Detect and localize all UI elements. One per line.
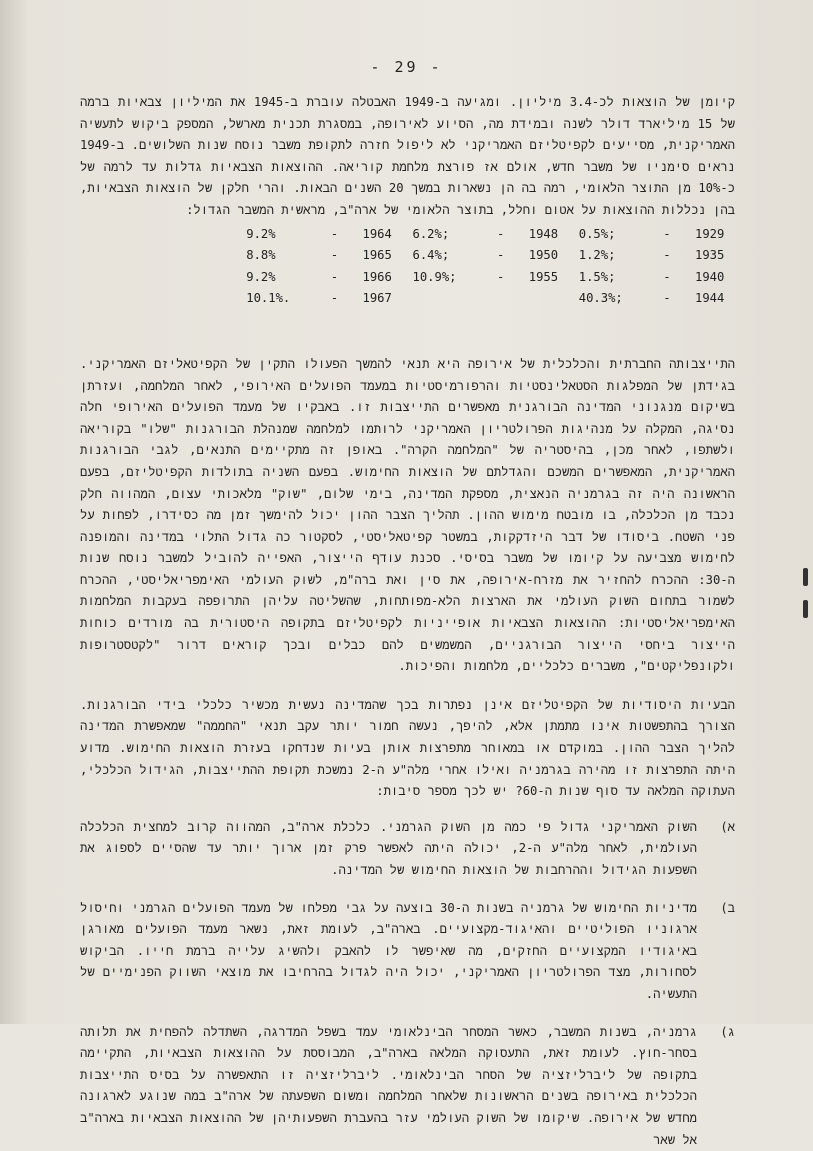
stats-row: 1950 - 6.4%;	[412, 248, 559, 263]
document-body	[80, 92, 735, 1151]
list-marker: ב)	[720, 900, 735, 915]
stats-row: 1967 - 10.1%.	[246, 291, 392, 306]
list-item	[80, 817, 735, 882]
stats-column-1	[579, 224, 735, 310]
binder-hole-mark	[803, 600, 808, 618]
stats-row: 1935 - 1.2%;	[578, 248, 725, 263]
stats-row: 1948 - 6.2%;	[412, 226, 559, 241]
list-marker: א)	[720, 819, 735, 834]
stats-row: 1955 - 10.9%;	[412, 269, 559, 284]
list-item-text: גרמניה, בשנות המשבר, כאשר המסחר הבינלאומי עמד בשפל המדרגה, השתדלה להפחית את תלותה בסחר-חוץ. לעומת זאת, התעסוקה המלאה בארה"ב, המבוססת על ההוצאות הצבאיות, התקיימה בתקופה של ליברליזציה של הסחר הבינלאומי. ליברליזציה זו התאפשרה על בסיס התייצבות הכלכלית באירופה בשנים הראשונות שלאחר המלחמה ומשום השפעתה של ארה"ב במה שנוגע לארגונה מחדש של אירופה. שיקומו של השוק העולמי עזר בהעברת השפעותיהן של ההוצאות הצבאיות בארה"ב אל שאר	[80, 1024, 697, 1147]
page-number: - 29 -	[370, 58, 443, 76]
stats-row: 1964 - 9.2%	[246, 226, 392, 241]
stats-row: 1944 - 40.3%;	[578, 291, 725, 306]
stats-column-3	[246, 224, 402, 310]
stats-column-2	[413, 224, 569, 310]
list-item	[80, 1022, 735, 1151]
stats-row: 1929 - 0.5%;	[578, 226, 725, 241]
list-item	[80, 898, 735, 1006]
stats-row: 1966 - 9.2%	[246, 269, 392, 284]
paragraph-europe-stabilization: התייצבותה החברתית והכלכלית של אירופה היא תנאי להמשך הפעולו התקין של הקפיטאליזם האמריקני. בגידתן של המפלגות הסטאלינסטיות והרפורמיסטיות במעמד הפועלים האירופי, לאחר המלחמה, ועזרתן בשיקום מנגנוני המדינה הבורגנית מאפשרים התייצבות זו. באבקיו של מעמד הפועלים האירופי חלה נסיגה, המקלה על מנהיגות הפרולטריון האמריקני לרותמו למלחמה שמנהלת הבורגנות "שלו" בקוריאה ולשתפו, לאחר מכן, בהיסטריה של "המלחמה הקרה". באופן זה מתקיימים התנאים, לגבי הבורגנות האמריקנית, המאפשרים המשכם והגדלתם של הוצאות החימוש. בפעם השניה בתולדות הקפיטליזם, בפעם הראשונה היה זה בגרמניה הנאצית, מספקת המדינה, בימי שלום, "שוק" מלאכותי עצום, המהווה חלק נכבד מן הכלכלה, בו מובטח מימוש ההון. תהליך הצבר ההון יכול להימשך זמן מה כסידרו, לפחות על פני השטח. ביסודו של דבר היזדקקות, במשטר קפיטאליסטי, לסקטור כה גדול התלוי במדינה והמופנה לחימוש מצביעה על קיומו של משבר בסיסי. סכנת עודף הייצור, האפייה להוביל למשבר נוסח שנות ה-30: ההכרח להחזיר את מזרח-אירופה, את סין ואת ברה"מ, לשוק העולמי האימפריאליסטי, ההכרח לשמור בתחום השוק העולמי את הארצות הלא-מפותחות, שהשליטה עליהן התרופפה בעקבות המלחמות האימפריאליסטיות: ההוצאות הצבאיות אופייניות לקפיטליזם בתקופה היסטורית בה מורדים כוחות הייצור ביחסי הייצור הבורגניים, המשמשים להם כבלים ובכך קוראים דרור "לקטסטרופות ולקונפליקטים", משברים כלכליים, מלחמות והפיכות.	[80, 356, 735, 674]
list-item-text: מדיניות החימוש של גרמניה בשנות ה-30 בוצעה על גבי מפלחו של מעמד הפועלים הגרמני וחיסול ארגוניו הפוליטיים והאיגוד-מקצועיים. בארה"ב, לעומת זאת, נשאר מעמד הפועלים מאורגן באיגודיו המקצועיים החזקים, מה שאיפשר לו להאבק ולהשיג עלייה ברמת חייו. הביקוש לסחורות, מצד הפרולטריון האמריקני, יכול היה לגדול בהרחיבו את מוצאי השווק הפנימיים של התעשיה.	[80, 900, 697, 1001]
paragraph-military-spending: קיומן של הוצאות לכ-3.4 מיליון. ומגיעה ב-1949 האבטלה עוברת ב-1945 את המיליון צבאיות ברמה של 15 מיליארד דולר לשנה ובמידת מה, הסיוע לאירופה, במסגרת תכנית מארשל, המספק ביקוש לתעשיה האמריקנית, מסייעים לקפיטליזם האמריקני לא ליפול חזרה לתקופת משבר נוסח שנות השלושים. ב-1949 נראים סימניו של משבר חדש, אולם אז פורצת מלחמת קוריאה. ההוצאות הצבאיות גדלות עד לרמה של כ-10% מן התוצר הלאומי, רמה בה הן נשארות במשך 20 השנים הבאות. והרי חלקן של הוצאות הצבאיות, בהן נכללות ההוצאות על אטום וחלל, בתוצר הלאומי של ארה"ב, מראשית המשבר הגדול:	[80, 95, 736, 217]
stats-row: 1940 - 1.5%;	[578, 269, 725, 284]
list-marker: ג)	[720, 1024, 735, 1039]
binder-hole-mark	[803, 568, 808, 586]
stats-row: 1965 - 8.8%	[246, 248, 392, 263]
paragraph-basic-problems: הבעיות היסודיות של הקפיטליזם אינן נפתרות בכך שהמדינה נעשית מכשיר כלכלי בידי הבורגנות. הצורך בהתפשטות אינו מתמתן אלא, להיפך, נעשה חמור יותר עקב תנאי "החממה" שמאפשרת המדינה להליך הצבר ההון. במוקדם או במאוחר מתפרצות אותן בעיות שנדחקו בעזרת הוצאות החימוש. מדוע היתה התפרצות זו מהירה בגרמניה ואילו אחרי מלה"ע ה-2 נמשכת תקופת ההתייצבות, הגידול הכלכלי, העתוקה המלאה עד סוף שנות ה-60? יש לכך מספר סיבות:	[80, 697, 736, 799]
list-item-text: השוק האמריקני גדול פי כמה מן השוק הגרמני. כלכלת ארה"ב, המהווה קרוב למחצית הכלכלה העולמית, לאחר מלה"ע ה-2, יכולה היתה לאפשר פרק זמן ארוך יותר עד שהסיים לספוג את השפעות הגידול וההרחבות של הוצאות החימוש של המדינה.	[80, 819, 697, 877]
military-spending-table	[80, 224, 735, 310]
